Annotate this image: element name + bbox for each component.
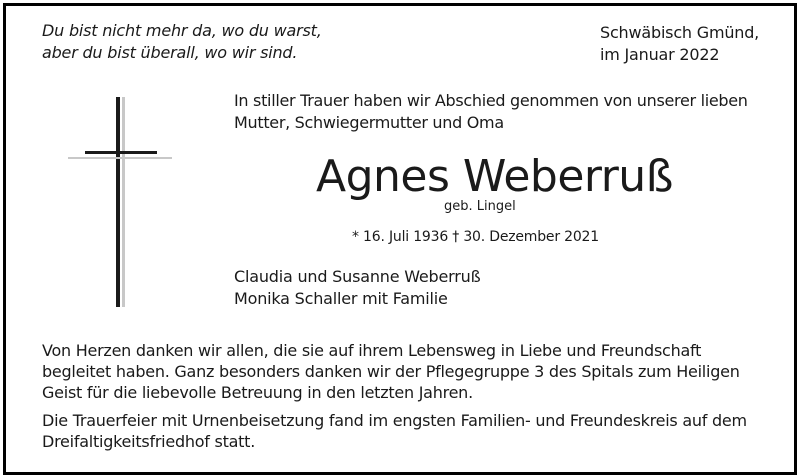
deceased-name: Agnes Weberruß <box>316 151 673 202</box>
thanks-line-2: begleitet haben. Ganz besonders danken wir der Pflegegruppe 3 des Spitals zum Heiligen <box>42 362 740 381</box>
memorial-quote <box>42 20 322 64</box>
funeral-line-1: Die Trauerfeier mit Urnenbeisetzung fand im engsten Familien- und Freundeskreis auf dem <box>42 411 747 430</box>
funeral-paragraph <box>42 410 747 452</box>
quote-line-2: aber du bist überall, wo wir sind. <box>42 43 298 62</box>
intro-line-1: In stiller Trauer haben wir Abschied genommen von unserer lieben <box>234 91 748 110</box>
birth-name: geb. Lingel <box>444 199 516 214</box>
funeral-line-2: Dreifaltigkeitsfriedhof statt. <box>42 432 256 451</box>
mourners-list <box>234 266 480 310</box>
place-line: Schwäbisch Gmünd, <box>600 23 760 42</box>
mourner-line-1: Claudia und Susanne Weberruß <box>234 267 481 286</box>
thanks-line-1: Von Herzen danken wir allen, die sie auf ihrem Lebensweg in Liebe und Freundschaft <box>42 341 702 360</box>
intro-line-2: Mutter, Schwiegermutter und Oma <box>234 113 504 132</box>
thanks-line-3: Geist für die liebevolle Betreuung in den letzten Jahren. <box>42 383 473 402</box>
life-dates: * 16. Juli 1936 † 30. Dezember 2021 <box>352 229 599 245</box>
quote-line-1: Du bist nicht mehr da, wo du warst, <box>42 21 322 40</box>
date-line: im Januar 2022 <box>600 45 720 64</box>
mourner-line-2: Monika Schaller mit Familie <box>234 289 448 308</box>
place-and-date <box>600 22 759 66</box>
intro-text <box>234 90 748 134</box>
thanks-paragraph <box>42 340 740 403</box>
